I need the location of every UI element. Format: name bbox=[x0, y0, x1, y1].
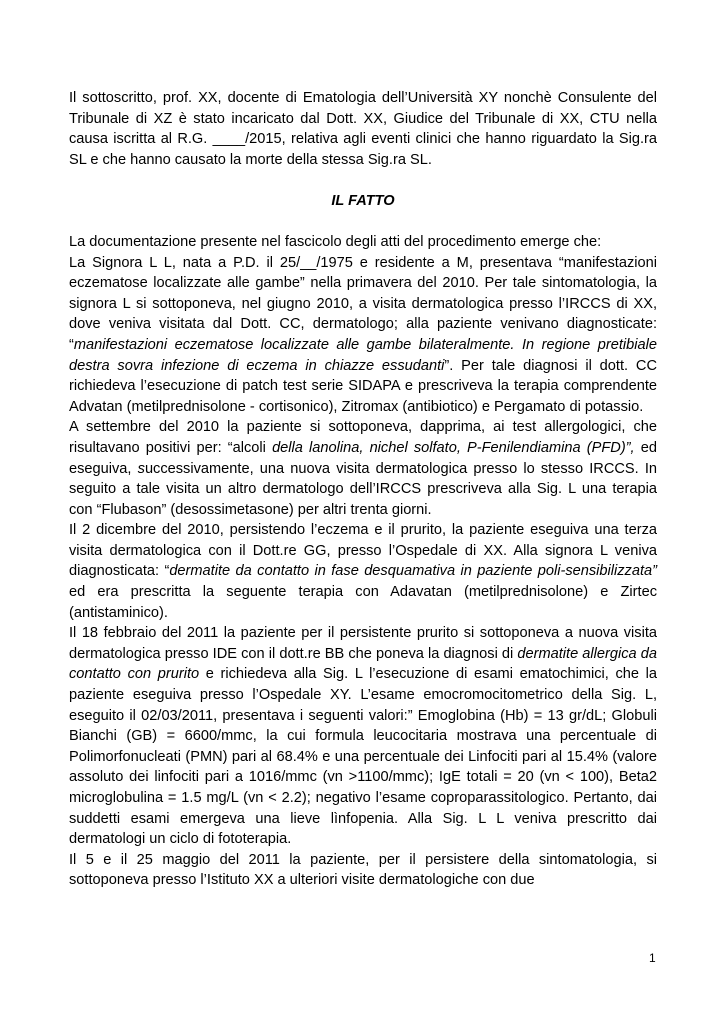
paragraph-allergy-tests bbox=[69, 417, 657, 520]
quoted-diagnosis: dermatite da contatto in fase desquamativa in paziente poli-sensibilizzata” bbox=[169, 563, 657, 580]
quoted-diagnosis: dermatite allergica da contatto con prurito bbox=[69, 645, 657, 683]
text-run: La Signora L L, nata a P.D. il 25/__/1975 e residente a M, presentava “manifestazioni eczematose localizzate alle gambe” nella primavera del 2010. Per tale sintomatologia, la signora L si sottoponeva, nel giugno 2010, a visita dermatologica presso l’IRCCS di XX, dove veniva visitata dal Dott. CC, dermatologo; alla paziente venivano diagnosticate: “ bbox=[69, 254, 657, 353]
document-page bbox=[69, 88, 657, 891]
intro-paragraph: Il sottoscritto, prof. XX, docente di Ematologia dell’Università XY nonchè Consulente del Tribunale di XZ è stato incaricato dal Dott. XX, Giudice del Tribunale di XX, CTU nella causa iscritta al R.G. ____/2015, relativa agli eventi clinici che hanno riguardato la Sig.ra SL e che hanno causato la morte della stessa Sig.ra SL. bbox=[69, 90, 657, 168]
paragraph-may-visits: Il 5 e il 25 maggio del 2011 la paziente, per il persistere della sintomatologia, si sottoponeva presso l’Istituto XX a ulteriori visite dermatologiche con due bbox=[69, 851, 657, 889]
quoted-diagnosis: manifestazioni eczematose localizzate alle gambe bilateralmente. In regione pretibiale destra sovra infezione di eczema in chiazze essudanti bbox=[69, 336, 657, 374]
text-run: ed eseguiva, bbox=[69, 439, 657, 477]
paragraph-third-visit bbox=[69, 520, 657, 623]
page-number: 1 bbox=[649, 951, 656, 965]
paragraph-documentation: La documentazione presente nel fascicolo degli atti del procedimento emerge che: bbox=[69, 233, 602, 250]
paragraph-first-visit bbox=[69, 253, 657, 418]
italic-letter: s bbox=[137, 460, 145, 477]
quoted-allergens: della lanolina, nichel solfato, P-Fenilendiamina (PFD)”, bbox=[272, 439, 635, 456]
text-run: Il 2 dicembre del 2010, persistendo l’eczema e il prurito, la paziente eseguiva una terza visita dermatologica con il Dott.re GG, presso l’Ospedale di XX. Alla signora L veniva diagnosticata: “ bbox=[69, 522, 657, 580]
paragraph-blood-tests bbox=[69, 623, 657, 850]
text-run: A settembre del 2010 la paziente si sottoponeva, dapprima, ai test allergologici, che risultavano positivi per: “alcoli bbox=[69, 419, 657, 456]
section-heading: IL FATTO bbox=[331, 193, 395, 210]
text-run: ed era prescritta la seguente terapia con Adavatan (metilprednisolone) e Zirtec (antistaminico). bbox=[69, 584, 657, 621]
text-run: uccessivamente, una nuova visita dermatologica presso lo stesso IRCCS. In seguito a tale visita un altro dermatologo dell’IRCCS prescriveva alla Sig. L una terapia con “Flubason” (desossimetasone) per altri trenta giorni. bbox=[69, 460, 658, 518]
text-run: Il 18 febbraio del 2011 la paziente per il persistente prurito si sottoponeva a nuova visita dermatologica presso IDE con il dott.re BB che poneva la diagnosi di bbox=[69, 625, 657, 662]
text-run: e richiedeva alla Sig. L l’esecuzione di esami ematochimici, che la paziente eseguiva presso l’Ospedale XY. L’esame emocromocitometrico della Sig. L, eseguito il 02/03/2011, presentava i seguenti valori:” Emoglobina (Hb) = 13 gr/dL; Globuli Bianchi (GB) = 6600/mmc, la cui formula leucocitaria mostrava una percentuale di Polimorfonucleati (PMN) pari al 68.4% e una percentuale dei Linfociti pari al 15.4% (valore assoluto dei linfociti pari a 1016/mmc (vn >1100/mmc); IgE totali = 20 (vn < 100), Beta2 microglobulina = 1.5 mg/L (vn < 2.2); negativo l’esame coproparassitologico. Pertanto, dai suddetti esami emergeva una lieve lìnfopenia. Alla Sig. L L veniva prescritto dai dermatologi un ciclo di fototerapia. bbox=[69, 666, 657, 848]
text-run: ”. Per tale diagnosi il dott. CC richiedeva l’esecuzione di patch test serie SIDAPA e prescriveva la terapia comprendente Advatan (metilprednisolone - cortisonico), Zitromax (antibiotico) e Pergamato di potassio. bbox=[69, 357, 657, 415]
